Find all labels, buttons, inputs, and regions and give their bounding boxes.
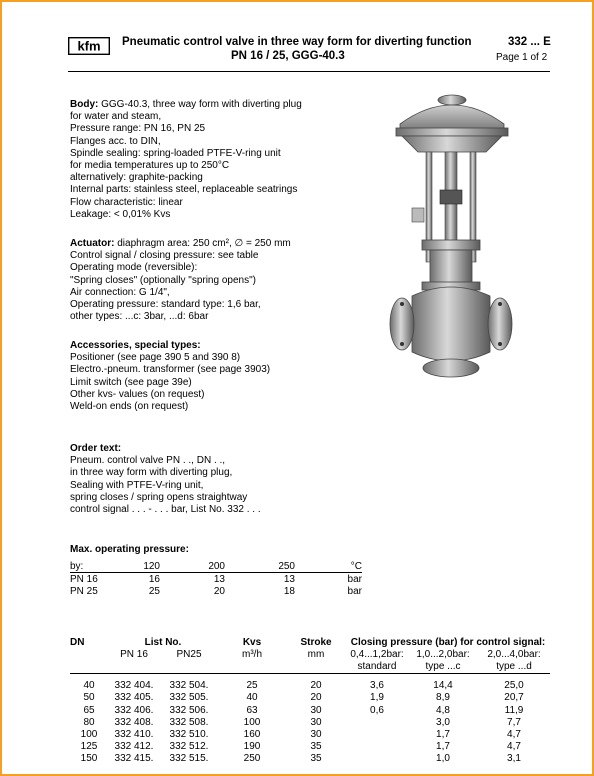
table-cell: 3,0 <box>436 716 450 728</box>
table-cell: 160 <box>243 728 261 740</box>
actuator-heading: Actuator: <box>70 238 115 249</box>
body-line: Pressure range: PN 16, PN 25 <box>70 123 206 135</box>
table-cell: 332 405. <box>114 692 154 704</box>
actuator-line: "Spring closes" (optionally "spring opens") <box>70 274 256 286</box>
order-heading: Order text: <box>70 443 122 454</box>
table-cell: 332 510. <box>169 728 209 740</box>
order-line: Pneum. control valve PN . ., DN . ., <box>70 455 226 467</box>
table-cell: 100 <box>80 728 98 740</box>
table-cell <box>346 716 408 728</box>
table-cell: 0,6 <box>370 704 384 716</box>
table-header-cell: 120 <box>110 560 160 573</box>
table-header-cell: 200 <box>160 560 225 573</box>
table-cell: 13 <box>283 573 295 585</box>
body-line: for water and steam, <box>70 111 162 123</box>
table-header-row <box>70 660 550 673</box>
closing-pressure-header: Closing pressure (bar) for control signal: <box>350 636 546 648</box>
document-title: Pneumatic control valve in three way form for diverting function <box>122 36 472 48</box>
table-cell: 332 504. <box>169 680 209 692</box>
header-divider <box>68 71 550 72</box>
body-heading: Body: <box>70 99 99 110</box>
table-header-cell: m³/h <box>242 648 262 660</box>
body-line: for media temperatures up to 250°C <box>70 160 230 172</box>
table-header-cell: standard <box>346 660 408 673</box>
table-row <box>70 692 550 704</box>
pneumatic-valve-photo-icon <box>382 90 520 380</box>
kfm-logo <box>68 37 110 55</box>
body-line: Flow characteristic: linear <box>70 196 183 208</box>
table-header-cell: by: <box>70 560 110 573</box>
table-cell: 13 <box>213 573 225 585</box>
table-cell: 4,7 <box>507 741 521 753</box>
accessories-line: Other kvs- values (on request) <box>70 388 205 400</box>
actuator-line: Air connection: G 1/4", <box>70 286 170 298</box>
body-line: Spindle sealing: spring-loaded PTFE-V-ring unit <box>70 147 281 159</box>
table-row <box>70 753 550 765</box>
accessories-line: Weld-on ends (on request) <box>70 401 189 413</box>
table-cell: 20 <box>213 585 225 597</box>
table-cell: 30 <box>310 704 322 716</box>
table-cell: 332 408. <box>114 716 154 728</box>
table-cell: 150 <box>80 753 98 765</box>
kvs-header: Kvs <box>242 636 262 648</box>
table-cell: 190 <box>243 741 261 753</box>
actuator-line: Operating pressure: standard type: 1,6 bar, <box>70 299 261 311</box>
table-cell: 80 <box>83 716 95 728</box>
table-header-cell: mm <box>307 648 325 660</box>
accessories-first-line: , special types: <box>128 340 201 351</box>
table-cell: 4,7 <box>507 728 521 740</box>
table-cell: 35 <box>310 753 322 765</box>
table-cell: bar <box>347 573 362 585</box>
table-cell: 30 <box>310 716 322 728</box>
body-line: Flanges acc. to DIN, <box>70 135 161 147</box>
accessories-heading: Accessories <box>70 340 129 351</box>
table-cell: 35 <box>310 741 322 753</box>
table-cell: 25 <box>246 680 258 692</box>
list-no-header: List No. <box>144 636 182 648</box>
table-cell: 332 410. <box>114 728 154 740</box>
table-cell: 16 <box>148 573 160 585</box>
table-cell: 3,6 <box>370 680 384 692</box>
table-cell: 332 505. <box>169 692 209 704</box>
max-pressure-heading: Max. operating pressure: <box>70 544 189 555</box>
table-cell: 332 415. <box>114 753 154 765</box>
table-header-row <box>70 636 550 648</box>
logo-text: kfm <box>77 38 101 54</box>
table-cell: 20 <box>310 692 322 704</box>
product-code: 332 ... E <box>508 36 551 48</box>
table-cell: 100 <box>243 716 261 728</box>
order-line: control signal . . . - . . . bar, List No. 332 . . . <box>70 504 261 516</box>
actuator-first-line: diaphragm area: 250 cm², ∅ = 250 mm <box>114 238 291 249</box>
table-cell <box>346 741 408 753</box>
max-pressure-table <box>70 560 362 598</box>
table-header-cell: 2,0...4,0bar: <box>487 648 541 660</box>
body-first-line: GGG-40.3, three way form with diverting plug <box>98 99 302 110</box>
table-cell: 332 506. <box>169 704 209 716</box>
table-cell: 250 <box>243 753 261 765</box>
table-cell: 4,8 <box>436 704 450 716</box>
table-cell: 332 404. <box>114 680 154 692</box>
page-number: Page 1 of 2 <box>496 52 548 63</box>
actuator-section <box>70 238 291 323</box>
table-cell: 20 <box>310 680 322 692</box>
order-section <box>70 443 261 516</box>
body-line: alternatively: graphite-packing <box>70 172 203 184</box>
table-cell: 11,9 <box>504 704 524 716</box>
table-cell: 332 412. <box>114 741 154 753</box>
table-cell: 25,0 <box>504 680 524 692</box>
table-cell <box>346 728 408 740</box>
table-row <box>70 704 550 716</box>
accessories-line: Limit switch (see page 39e) <box>70 376 192 388</box>
stroke-header: Stroke <box>300 636 332 648</box>
table-cell: 18 <box>283 585 295 597</box>
table-cell: 332 508. <box>169 716 209 728</box>
table-cell: PN 16 <box>70 573 98 585</box>
order-line: in three way form with diverting plug, <box>70 467 233 479</box>
document-subtitle: PN 16 / 25, GGG-40.3 <box>231 50 345 62</box>
accessories-line: Positioner (see page 390 5 and 390 8) <box>70 352 241 364</box>
order-line: Sealing with PTFE-V-ring unit, <box>70 479 204 491</box>
table-cell: bar <box>347 585 362 597</box>
dn-header: DN <box>70 636 85 648</box>
table-cell: 3,1 <box>507 753 521 765</box>
table-row <box>70 680 550 692</box>
table-header-row <box>70 648 550 660</box>
table-header-cell: 0,4...1,2bar: <box>350 648 404 660</box>
table-header-cell: type ...c <box>408 660 478 673</box>
actuator-line: Operating mode (reversible): <box>70 262 198 274</box>
table-cell: 1,9 <box>370 692 384 704</box>
table-row <box>70 716 550 728</box>
table-cell: 332 406. <box>114 704 154 716</box>
table-cell: 50 <box>83 692 95 704</box>
body-line: Leakage: < 0,01% Kvs <box>70 208 171 220</box>
accessories-line: Electro.-pneum. transformer (see page 3903) <box>70 364 271 376</box>
table-header-cell: °C <box>295 560 362 573</box>
actuator-line: Control signal / closing pressure: see table <box>70 250 259 262</box>
table-cell: 14,4 <box>433 680 453 692</box>
table-cell: 125 <box>80 741 98 753</box>
accessories-section <box>70 340 270 413</box>
table-cell: 1,7 <box>436 728 450 740</box>
table-header-cell: PN 16 <box>120 648 148 660</box>
table-cell: 20,7 <box>504 692 524 704</box>
table-header-cell: PN25 <box>176 648 202 660</box>
table-row <box>70 728 550 740</box>
table-cell: 63 <box>246 704 258 716</box>
table-row <box>70 585 362 597</box>
table-header-cell: type ...d <box>478 660 550 673</box>
table-header-row <box>70 560 362 573</box>
table-cell: 332 512. <box>169 741 209 753</box>
dn-table <box>70 636 550 765</box>
table-cell: 30 <box>310 728 322 740</box>
table-cell: 65 <box>83 704 95 716</box>
table-cell <box>346 753 408 765</box>
table-cell: 40 <box>83 680 95 692</box>
table-row <box>70 573 362 586</box>
table-cell: 40 <box>246 692 258 704</box>
table-header-cell: 250 <box>225 560 295 573</box>
table-cell: PN 25 <box>70 585 98 597</box>
order-line: spring closes / spring opens straightway <box>70 491 248 503</box>
actuator-line: other types: ...c: 3bar, ...d: 6bar <box>70 311 209 323</box>
table-cell: 1,7 <box>436 741 450 753</box>
table-header-cell: 1,0...2,0bar: <box>416 648 470 660</box>
table-cell: 332 515. <box>169 753 209 765</box>
table-cell: 1,0 <box>436 753 450 765</box>
body-section <box>70 99 302 221</box>
table-cell: 7,7 <box>507 716 521 728</box>
table-cell: 25 <box>148 585 160 597</box>
body-line: Internal parts: stainless steel, replaceable seatrings <box>70 184 298 196</box>
table-row <box>70 741 550 753</box>
table-cell: 8,9 <box>436 692 450 704</box>
